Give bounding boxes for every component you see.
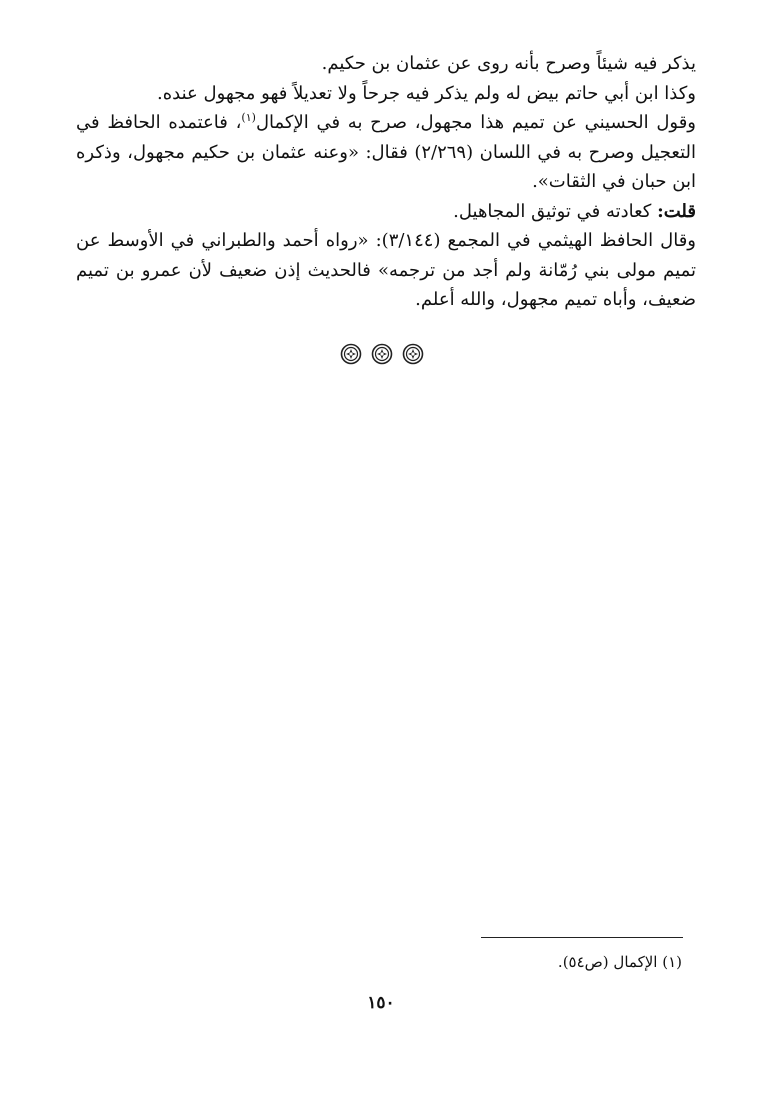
paragraph-5: وقال الحافظ الهيثمي في المجمع (٣/١٤٤): «رواه أحمد والطبراني في الأوسط عن تميم مولى بني رُمّانة ولم أجد من ترجمه» فالحديث إذن ضعيف لأن عمرو بن تميم ضعيف، وأباه تميم مجهول، والله أعلم. <box>76 230 696 310</box>
paragraph-1: يذكر فيه شيئاً وصرح بأنه روى عن عثمان بن حكيم. <box>321 53 696 74</box>
paragraph-3-text: وقول الحسيني عن تميم هذا مجهول، صرح به في الإكمال <box>255 112 696 133</box>
body-text <box>76 49 696 315</box>
ornament-icon <box>402 343 424 365</box>
footnote-marker: (١) <box>662 953 682 971</box>
footnote <box>282 951 682 973</box>
footnote-text: الإكمال (ص٥٤). <box>557 953 658 971</box>
section-end-ornaments <box>340 343 424 365</box>
footnote-divider <box>481 937 683 938</box>
paragraph-4 <box>76 197 696 227</box>
ornament-icon <box>340 343 362 365</box>
ornament-icon <box>371 343 393 365</box>
page-number: ١٥٠ <box>367 993 395 1013</box>
paragraph-3 <box>76 108 696 197</box>
footnote-reference[interactable]: (١) <box>241 111 256 124</box>
paragraph-3-rest: ، فاعتمده الحافظ في التعجيل وصرح به في اللسان (٢/٢٦٩) فقال: «وعنه عثمان بن حكيم مجهول، وذكره ابن حبان في الثقات». <box>76 112 696 192</box>
qult-label: قلت: <box>657 200 696 222</box>
paragraph-2: وكذا ابن أبي حاتم بيض له ولم يذكر فيه جرحاً ولا تعديلاً فهو مجهول عنده. <box>157 82 696 104</box>
paragraph-4-text: كعادته في توثيق المجاهيل. <box>453 200 658 222</box>
